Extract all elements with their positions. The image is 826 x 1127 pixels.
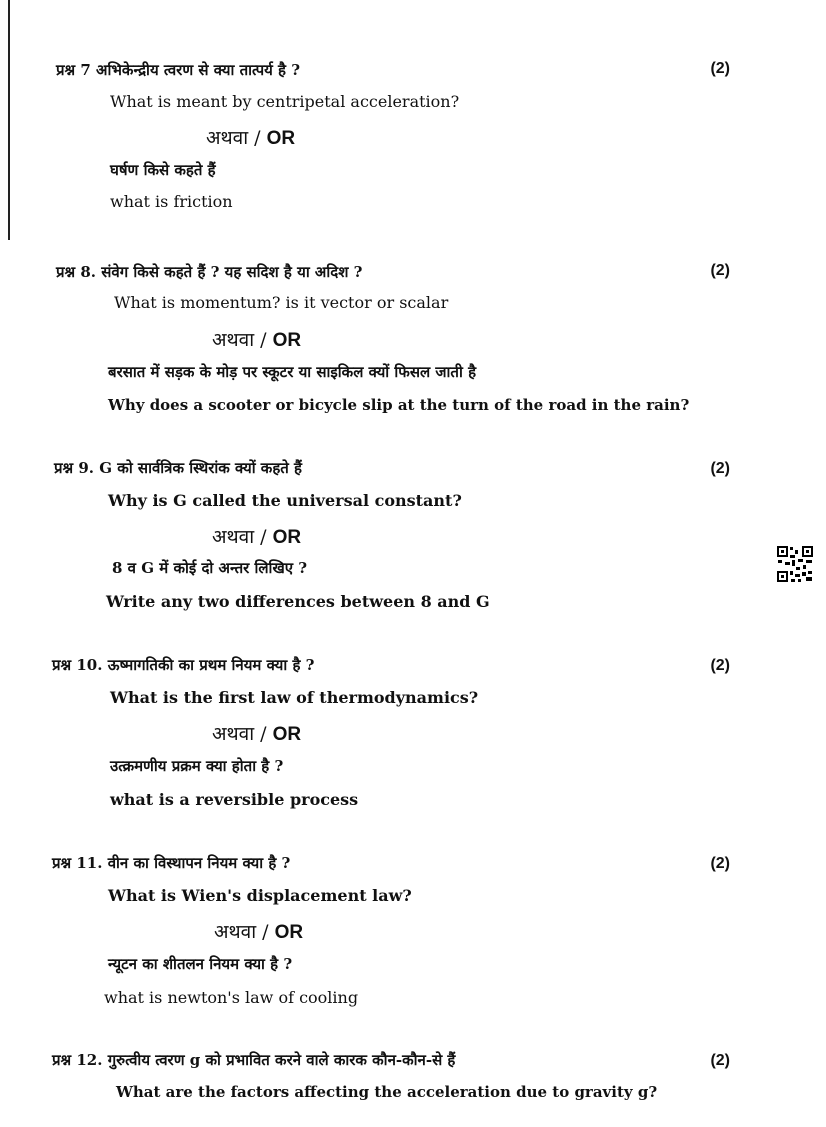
question-9-english: Why is G called the universal constant? xyxy=(108,491,462,510)
question-8-marks: (2) xyxy=(710,262,730,279)
question-7-marks: (2) xyxy=(710,60,730,77)
question-10-alt-hindi: उत्क्रमणीय प्रक्रम क्या होता है ? xyxy=(110,757,284,775)
question-7-hindi: प्रश्न 7 अभिकेन्द्रीय त्वरण से क्या तात्पर्य है ? xyxy=(56,61,301,79)
question-10-hindi: प्रश्न 10. ऊष्मागतिकी का प्रथम नियम क्या है ? xyxy=(52,656,315,674)
question-9-alt-english: Write any two differences between 8 and G xyxy=(106,592,490,611)
question-9-hindi: प्रश्न 9. G को सार्वत्रिक स्थिरांक क्यों कहते हैं xyxy=(54,459,303,477)
left-margin-line xyxy=(8,0,10,240)
question-12-english: What are the factors affecting the acceleration due to gravity g? xyxy=(116,1083,658,1101)
question-11-alt-hindi: न्यूटन का शीतलन नियम क्या है ? xyxy=(108,955,293,973)
question-11-alt-english: what is newton's law of cooling xyxy=(104,988,359,1007)
question-12-hindi: प्रश्न 12. गुरुत्वीय त्वरण g को प्रभावित करने वाले कारक कौन-कौन-से हैं xyxy=(52,1051,456,1069)
or-divider: अथवा / OR xyxy=(214,921,304,943)
question-10-alt-english: what is a reversible process xyxy=(110,790,359,809)
or-divider: अथवा / OR xyxy=(212,723,302,745)
question-11-marks: (2) xyxy=(710,855,730,872)
question-8-hindi: प्रश्न 8. संवेग किसे कहते हैं ? यह सदिश है या अदिश ? xyxy=(56,263,363,281)
or-divider: अथवा / OR xyxy=(212,526,302,548)
question-10-marks: (2) xyxy=(710,657,730,674)
question-8-english: What is momentum? is it vector or scalar xyxy=(114,293,449,312)
or-divider: अथवा / OR xyxy=(212,329,302,351)
question-11-english: What is Wien's displacement law? xyxy=(108,886,412,905)
question-8-alt-hindi: बरसात में सड़क के मोड़ पर स्कूटर या साइकिल क्यों फिसल जाती है xyxy=(108,363,477,381)
qr-code-icon xyxy=(776,545,814,583)
question-8-alt-english: Why does a scooter or bicycle slip at the turn of the road in the rain? xyxy=(108,396,690,414)
question-9-marks: (2) xyxy=(710,460,730,477)
question-12-marks: (2) xyxy=(710,1052,730,1069)
question-7-english: What is meant by centripetal acceleration? xyxy=(110,92,460,111)
question-7-alt-english: what is friction xyxy=(110,192,233,211)
question-9-alt-hindi: 8 व G में कोई दो अन्तर लिखिए ? xyxy=(112,559,308,577)
question-11-hindi: प्रश्न 11. वीन का विस्थापन नियम क्या है ? xyxy=(52,854,291,872)
question-10-english: What is the first law of thermodynamics? xyxy=(110,688,479,707)
or-divider: अथवा / OR xyxy=(206,127,296,149)
question-7-alt-hindi: घर्षण किसे कहते हैं xyxy=(110,161,216,179)
